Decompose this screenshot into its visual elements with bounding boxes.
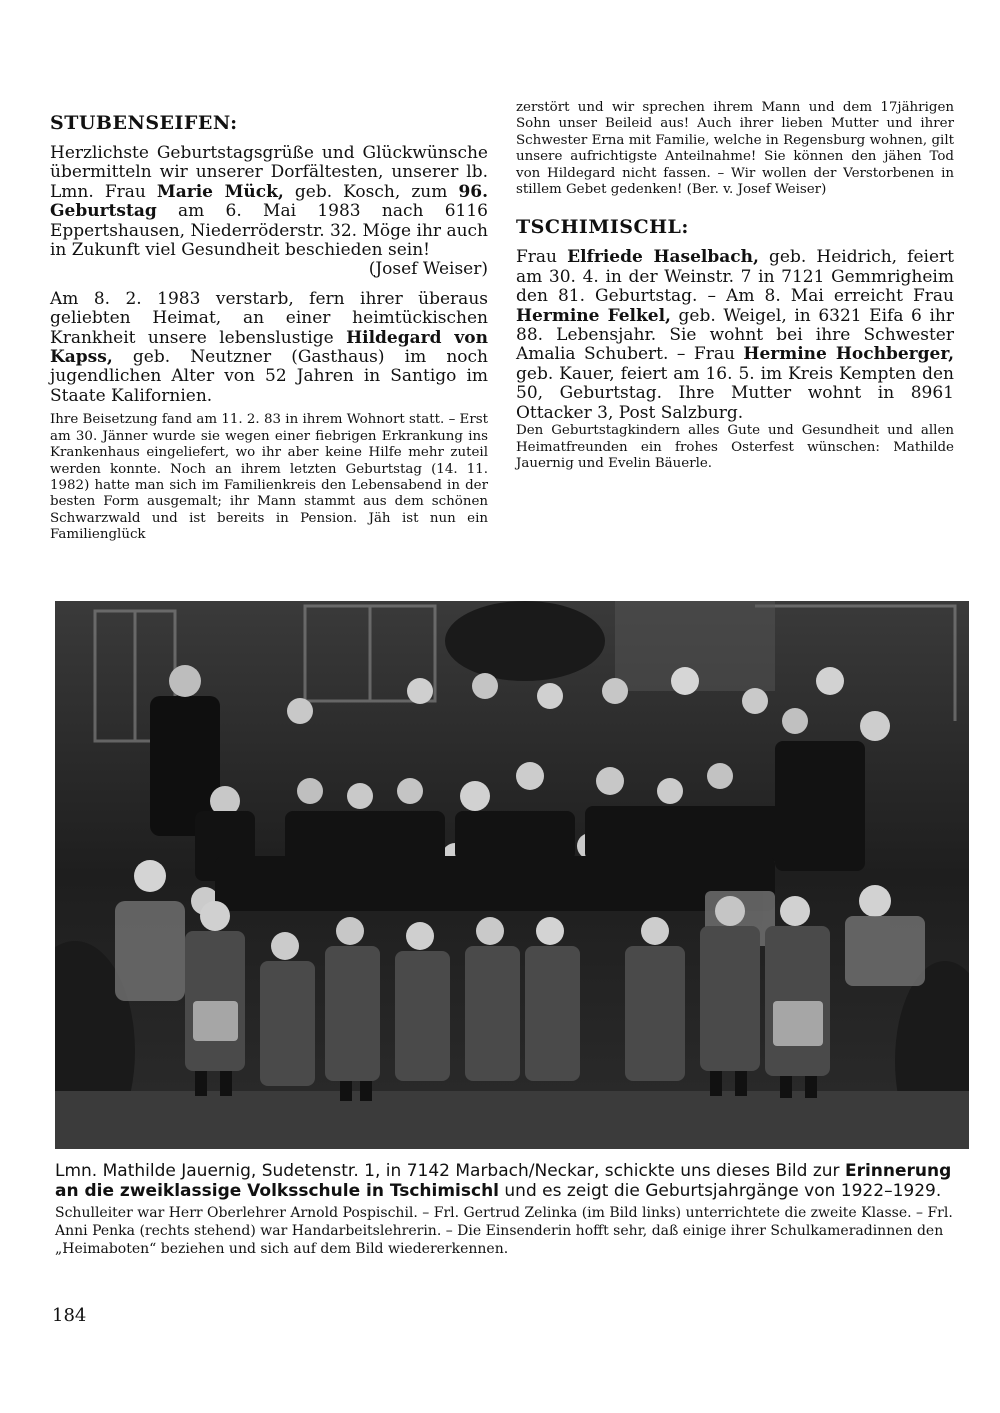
bold-name: Hermine Felkel, [516,305,671,326]
text-run: Herzlichste Geburtstagsgrüße und Glückwünsche übermitteln wir unserer Dorfältesten, unserer lb. Lmn. Frau [50,143,488,202]
caption-bold: Erinnerung an die zweiklassige Volksschule in Tschimischl [55,1161,952,1201]
bold-name: Marie Mück, [156,181,284,202]
funeral-paragraph: Ihre Beisetzung fand am 11. 2. 83 in ihrem Wohnort statt. – Erst am 30. Jänner wurde sie wegen einer fiebrigen Erkrankung ins Krankenhaus eingeliefert, wo ihr aber keine Hilfe mehr zuteil werden konnte. Noch an ihrem letzten Geburtstag (14. 11. 1982) hatte man sich im Familienkreis den Lebensabend in der besten Form ausgemalt; ihr Mann stammt aus dem schönen Schwarzwald und ist bereits in Pension. Jäh ist nun ein Familienglück [50,412,488,543]
class-photo-illustration [55,601,969,1149]
signature: (Josef Weiser) [368,259,488,280]
text-run: geb. Neutzner (Gasthaus) im noch jugendlichen Alter von 52 Jahren in Santigo im Staate Kalifornien. [50,347,488,406]
obituary-paragraph [50,290,488,406]
section-heading-tschimischl: TSCHIMISCHL: [516,216,689,239]
text-run: Lmn. Mathilde Jauernig, Sudetenstr. 1, in 7142 Marbach/Neckar, schickte uns dieses Bild zur [55,1161,845,1181]
greetings-paragraph: Den Geburtstagkindern alles Gute und Gesundheit und allen Heimatfreunden ein frohes Osterfest wünschen: Mathilde Jauernig und Evelin Bäuerle. [516,423,954,471]
birthdays-paragraph [516,248,954,423]
text-run: am 6. Mai 1983 nach 6116 Eppertshausen, Niederröderstr. 32. Möge ihr auch in Zukunft viel Gesundheit beschieden sein! [50,201,488,261]
bold-name: Hildegard von Kapss, [50,327,488,368]
caption-main [55,1161,969,1201]
page-number: 184 [52,1305,87,1326]
text-run: geb. Weigel, in 6321 Eifa 6 ihr 88. Lebensjahr. Sie wohnt bei ihre Schwester Amalia Schubert. – Frau [516,305,954,365]
text-run: geb. Kauer, feiert am 16. 5. im Kreis Kempten den 50, Geburtstag. Ihre Mutter wohnt in 8961 Ottacker 3, Post Salzburg. [516,363,954,423]
text-run: geb. Heidrich, feiert am 30. 4. in der Weinstr. 7 in 7121 Gemmrigheim den 81. Geburtstag. – Am 8. Mai erreicht Frau [516,247,954,307]
bold-birthday: 96. Geburtstag [50,181,489,222]
text-run: Am 8. 2. 1983 verstarb, fern ihrer überaus geliebten Heimat, an einer heimtückischen Krankheit unsere lebenslustige [50,288,488,348]
text-run: geb. Kosch, zum [283,181,459,202]
birthday-notice-paragraph [50,143,489,280]
section-heading-stubenseifen: STUBENSEIFEN: [50,112,238,134]
text-run: und es zeigt die Geburtsjahrgänge von 1922–1929. [499,1181,942,1201]
photo-caption [55,1161,969,1258]
caption-details: Schulleiter war Herr Oberlehrer Arnold Pospischil. – Frl. Gertrud Zelinka (im Bild links) unterrichtete die zweite Klasse. – Frl. Anni Penka (rechts stehend) war Handarbeitslehrerin. – Die Einsenderin hofft sehr, daß einige ihrer Schulkameradinnen den „Heimaboten“ beziehen und sich auf dem Bild wiedererkennen. [55,1205,953,1257]
class-photo [55,601,969,1149]
text-run: Frau [516,247,568,268]
condolence-paragraph: zerstört und wir sprechen ihrem Mann und dem 17jährigen Sohn unser Beileid aus! Auch ihrer lieben Mutter und ihrer Schwester Erna mit Familie, welche in Regensburg wohnen, gilt unsere aufrichtigste Anteilnahme! Sie können den jähen Tod von Hildegard nicht fassen. – Wir wollen der Verstorbenen in stillem Gebet gedenken! (Ber. v. Josef Weiser) [516,100,954,198]
bold-name: Hermine Hochberger, [743,344,954,365]
left-column [50,112,488,544]
right-column [516,100,954,472]
bold-name: Elfriede Haselbach, [567,247,759,268]
